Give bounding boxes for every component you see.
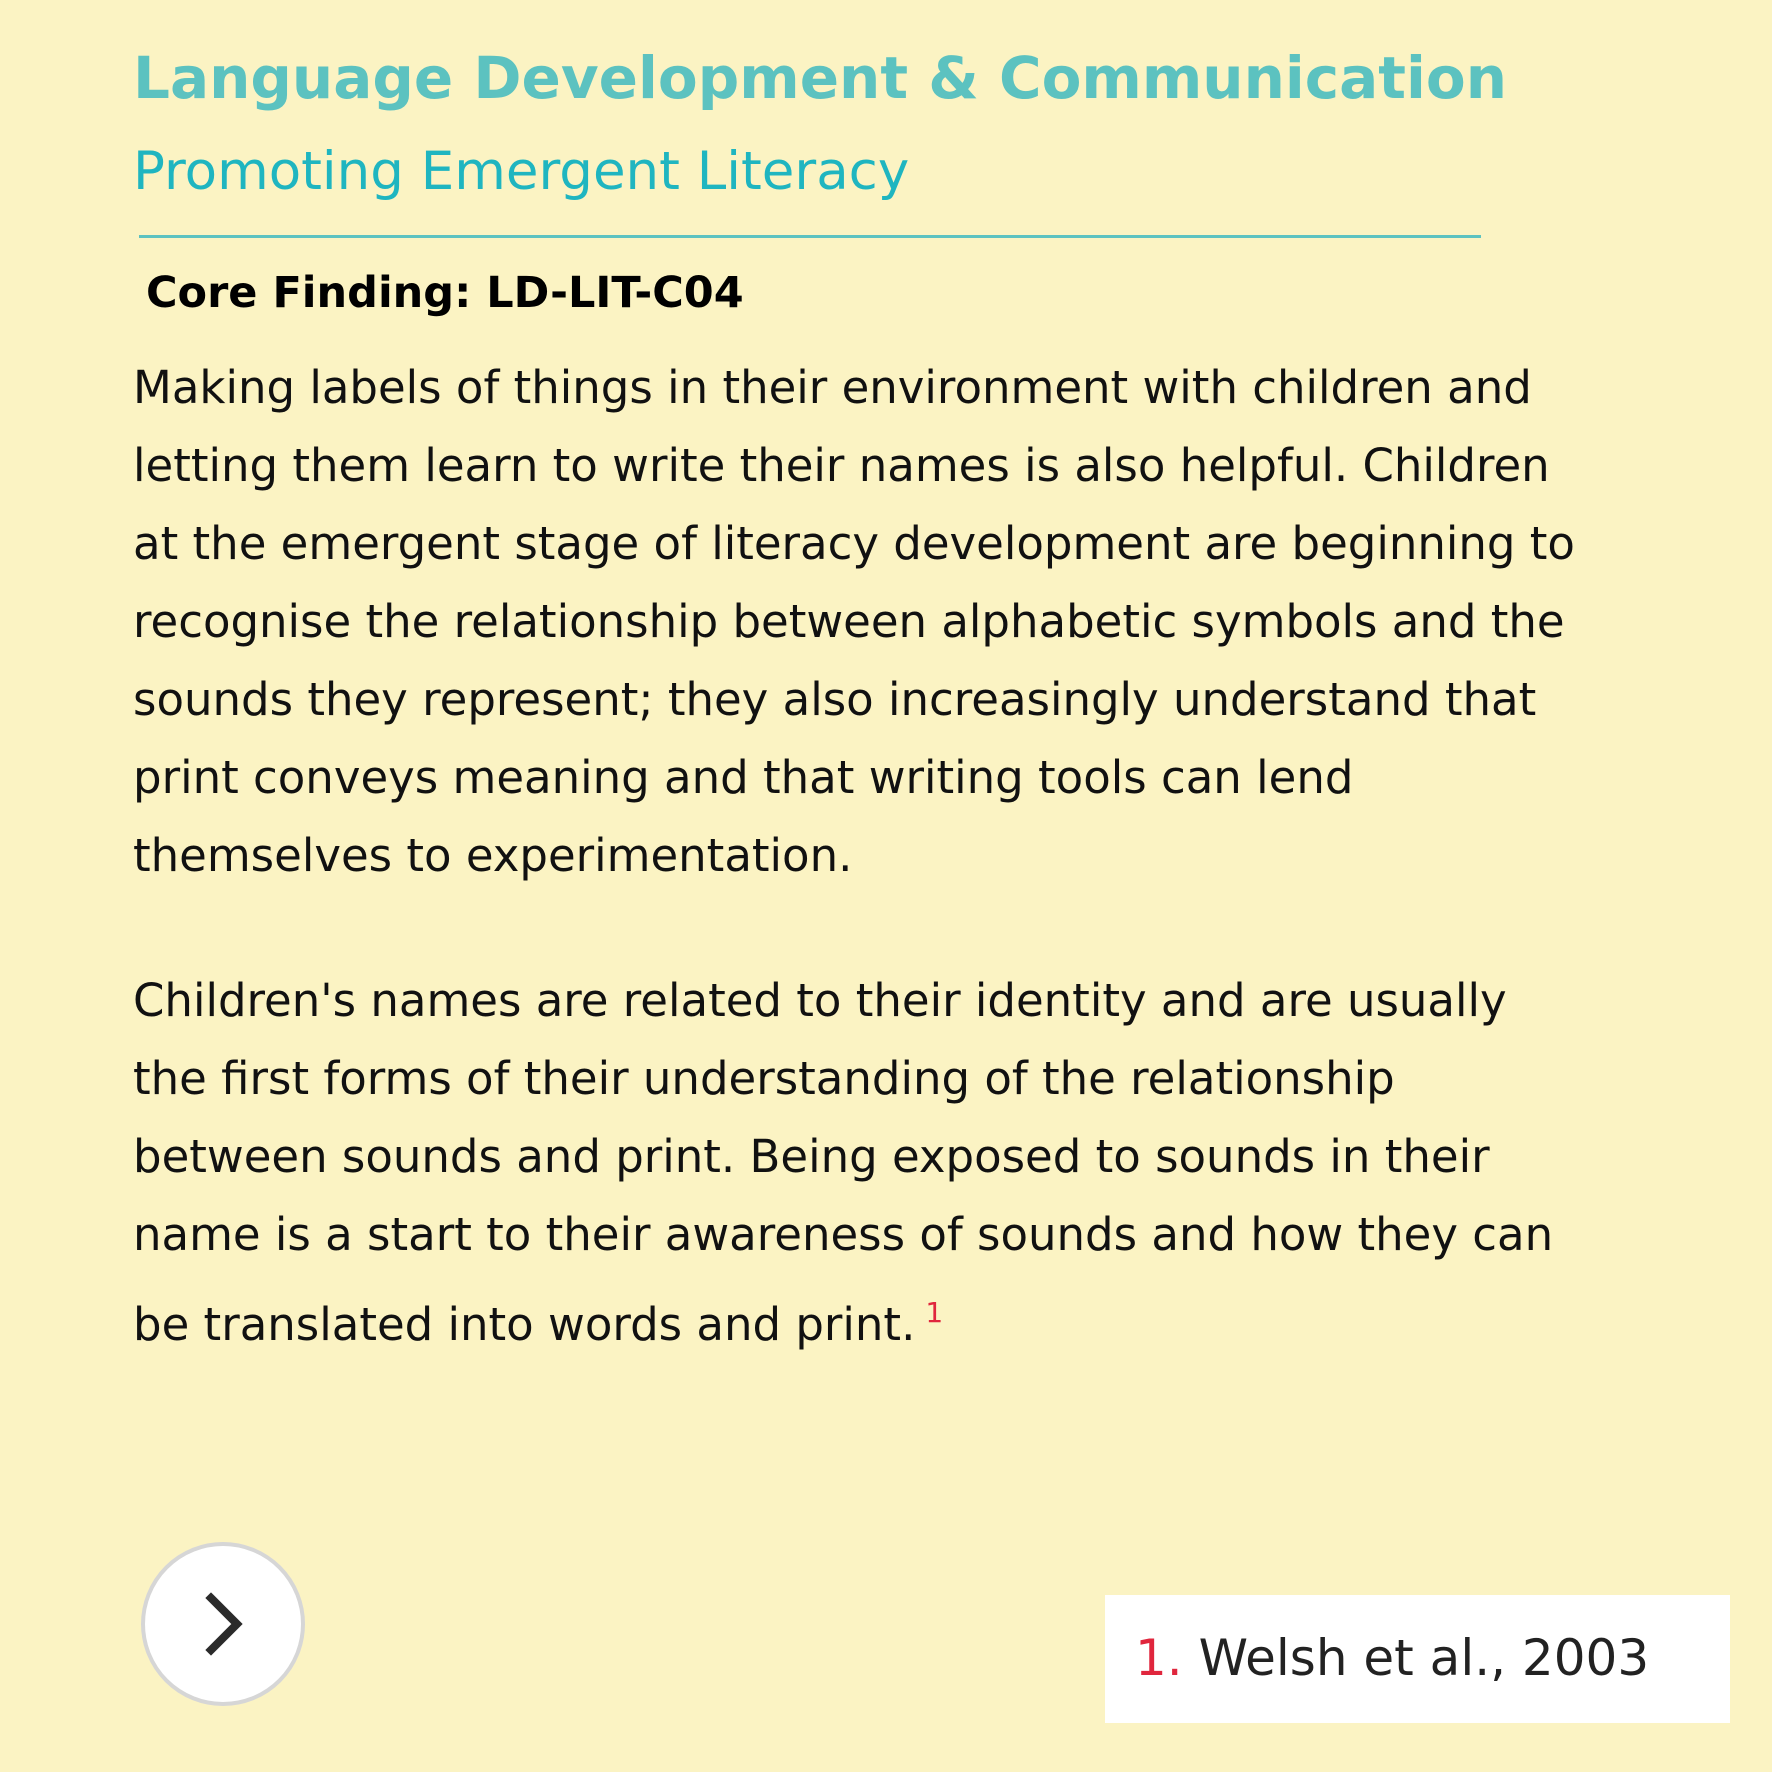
chevron-right-icon — [145, 1546, 301, 1702]
body-paragraph-2 — [133, 962, 1753, 1364]
reference-box — [1105, 1595, 1730, 1723]
next-button[interactable] — [141, 1542, 305, 1706]
body-paragraph-1 — [133, 349, 1753, 895]
core-finding-label: Core Finding: LD-LIT-C04 — [146, 268, 744, 318]
reference-entry — [1135, 1623, 1649, 1693]
section-subtitle: Promoting Emergent Literacy — [133, 141, 910, 202]
section-title: Language Development & Communication — [133, 44, 1508, 112]
body-paragraph-1-text: Making labels of things in their environment with children and letting them learn to write their names is also helpful. Children at the emergent stage of literacy development are beginning to recognise the relationship between alphabetic symbols and the sounds they represent; they also increasingly understand that print conveys meaning and that writing tools can lend themselves to experimentation. — [133, 361, 1575, 882]
reference-number: 1. — [1135, 1629, 1183, 1687]
body-paragraph-2-text: Children's names are related to their identity and are usually the first forms of their understanding of the relationship between sounds and print. Being exposed to sounds in their name is a start to their awareness of sounds and how they can be translated into words and print. — [133, 974, 1554, 1351]
footnote-marker[interactable]: 1 — [925, 1296, 944, 1329]
reference-citation: Welsh et al., 2003 — [1198, 1629, 1650, 1687]
header-divider — [139, 235, 1481, 238]
